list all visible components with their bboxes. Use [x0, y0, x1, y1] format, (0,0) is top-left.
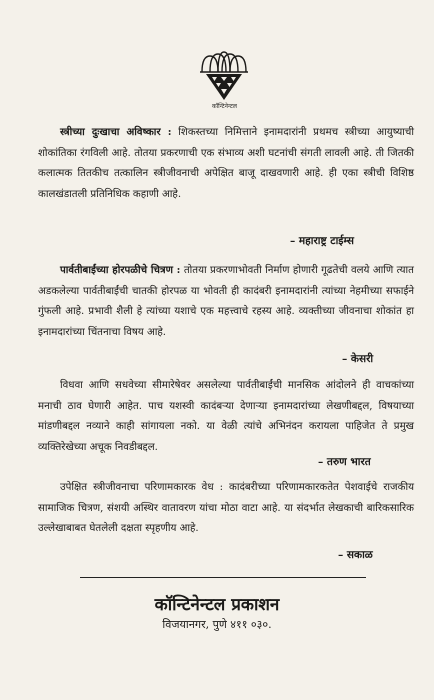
divider	[80, 577, 366, 578]
review-maharashtra-times	[38, 122, 414, 205]
review-text	[38, 122, 414, 205]
review-source: – केसरी	[342, 353, 374, 365]
review-source: – महाराष्ट्र टाईम्स	[290, 235, 354, 247]
review-kesari	[38, 260, 414, 343]
review-body: उपेक्षित स्त्रीजीवनाचा परिणामकारक वेध : कादंबरीच्या परिणामकारकतेत पेशवाईचे राजकीय सामाजिक चित्रण, संशयी अस्थिर वातावरण यांचा मोठा वाटा आहे. या संदर्भात लेखकाची बारिकसारिक उल्लेखाबाबत घेतलेली दक्षता स्पृहणीय आहे.	[38, 482, 414, 534]
review-text	[38, 260, 414, 343]
review-source: – सकाळ	[338, 549, 373, 561]
review-body: विधवा आणि सधवेच्या सीमारेषेवर असलेल्या पार्वतीबाईंची मानसिक आंदोलने ही वाचकांच्या मनाची ठाव घेणारी आहेत. पाच यशस्वी कादंबऱ्या देणाऱ्या इनामदारांच्या लेखणीबद्दल, विषयाच्या मांडणीबद्दल नव्याने काही सांगायला नको. या वेळी त्यांचे अभिनंदन करायला पाहिजेत ते प्रमुख व्यक्तिरेखेच्या अचूक निवडीबद्दल.	[38, 380, 414, 453]
publisher-name: कॉन्टिनेन्टल प्रकाशन	[154, 595, 280, 615]
review-tarun-bharat	[38, 376, 414, 458]
review-heading: पार्वतीबाईंच्या होरपळीचे चित्रण :	[60, 264, 181, 276]
review-body: शिकस्तच्या निमित्ताने इनामदारांनी प्रथमच स्त्रीच्या आयुष्याची शोकांतिका रंगविली आहे. तोतया प्रकरणाची एक संभाव्य अशी घटनांची संगती लावली आहे. ती जितकी कलात्मक तितकीच तत्कालिन स्त्रीजीवनाची अपेक्षित बाजू दाखवणारी आहे. ही एका स्त्रीची विशिष्ठ कालखंडातली प्रतिनिधिक कहाणी आहे.	[38, 127, 414, 200]
review-text	[38, 478, 414, 540]
logo-caption: कॉन्टिनेन्टल	[212, 103, 237, 110]
review-sakal	[38, 478, 414, 540]
review-body: तोतया प्रकरणाभोवती निर्माण होणारी गूढतेची वलये आणि त्यात अडकलेल्या पार्वतीबाईंची चातकी होरपळ या भोवती ही कादंबरी इनामदारांनी त्यांच्या नेहमीच्या सफाईने गुंफली आहे. प्रभावी शैली हे त्यांच्या यशाचे एक महत्त्वाचे रहस्य आहे. व्यक्तीच्या जीवनाचा शोकांत हा इनामदारांच्या चिंतनाचा विषय आहे.	[38, 265, 414, 338]
review-text	[38, 376, 414, 458]
review-source: – तरुण भारत	[318, 456, 371, 468]
review-heading: स्त्रीच्या दुःखाचा अविष्कार :	[60, 126, 172, 138]
publisher-address: विजयानगर, पुणे ४११ ०३०.	[162, 618, 272, 631]
